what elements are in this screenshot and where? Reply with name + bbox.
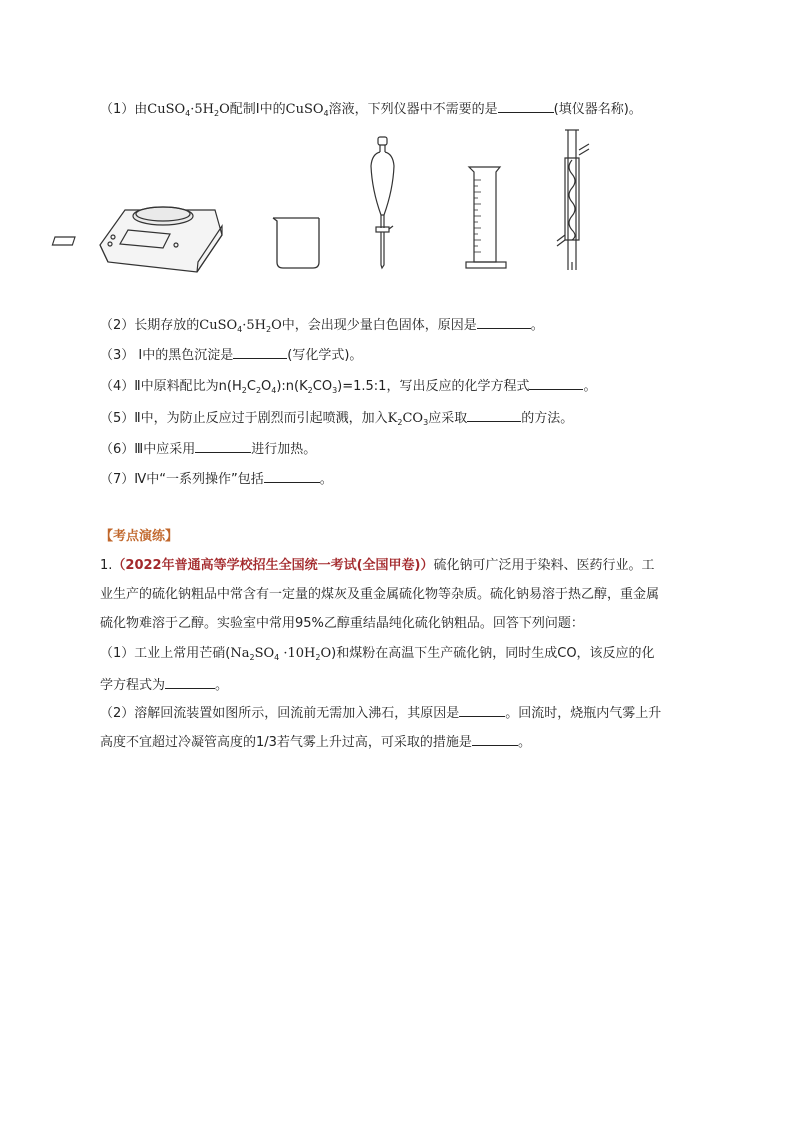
p1-sub: 4 bbox=[274, 653, 280, 662]
q5-formula: K bbox=[387, 411, 398, 426]
answer-blank-p1-1[interactable] bbox=[165, 674, 215, 689]
p1-text: （1）工业上常用芒硝( bbox=[100, 646, 231, 661]
q2-formula: CuSO bbox=[199, 318, 238, 333]
q2-formula-hydrate: ·5H bbox=[242, 318, 267, 333]
q4-sub: 4 bbox=[271, 386, 277, 395]
answer-blank-p1-2b[interactable] bbox=[472, 731, 518, 746]
q3-text: （3） Ⅰ中的黑色沉淀是 bbox=[100, 348, 234, 363]
q5-text: 的方法。 bbox=[521, 411, 574, 426]
graduated-cylinder-icon bbox=[466, 167, 506, 268]
p2-text: 。 bbox=[517, 735, 531, 750]
q6-text: （6）Ⅲ中应采用 bbox=[100, 442, 196, 457]
q1-formula-cuso4-2: CuSO bbox=[285, 102, 324, 117]
q4-text: 。 bbox=[583, 379, 597, 394]
condenser-icon bbox=[557, 130, 589, 270]
p2-text: 高度不宜超过冷凝管高度的1/3若气雾上升过高，可采取的措施是 bbox=[100, 735, 472, 750]
problem-1-part-1-line-2 bbox=[100, 674, 228, 696]
q1-sub: 2 bbox=[214, 109, 220, 118]
q6-text: 进行加热 bbox=[251, 442, 304, 457]
q1-formula-hydrate: ·5H bbox=[190, 102, 215, 117]
p1-formula: ·10H bbox=[279, 646, 316, 661]
q5-text: （5）Ⅱ中，为防止反应过于剧烈而引起喷溅，加入 bbox=[100, 411, 388, 426]
q4-text: )=1.5:1，写出反应的化学方程式 bbox=[337, 379, 530, 394]
separatory-funnel-icon bbox=[371, 137, 394, 268]
problem-1-part-1 bbox=[100, 644, 655, 668]
q2-text: 中，会出现少量白色固体，原因是 bbox=[281, 318, 477, 333]
q4-sub: 2 bbox=[241, 386, 247, 395]
q2-text: 。 bbox=[530, 318, 544, 333]
answer-blank-p1-2a[interactable] bbox=[459, 702, 505, 717]
p1-formula: O bbox=[320, 646, 332, 661]
beaker-icon bbox=[273, 218, 319, 268]
p1-text: 。 bbox=[215, 678, 229, 693]
q4-text: CO bbox=[312, 379, 333, 394]
q4-sub: 2 bbox=[255, 386, 262, 395]
q4-text: ):n(K bbox=[276, 379, 308, 394]
q4-text: O bbox=[261, 379, 272, 394]
q5-sub: 2 bbox=[397, 418, 403, 427]
q4-text: （4）Ⅱ中原料配比为n(H bbox=[100, 379, 242, 394]
q1-text: (填仪器名称)。 bbox=[553, 102, 642, 117]
q7-text: 。 bbox=[319, 472, 333, 487]
q4-text: C bbox=[246, 379, 256, 394]
q1-formula-o: O bbox=[219, 102, 230, 117]
electronic-balance-icon bbox=[52, 207, 222, 272]
answer-blank-q7[interactable] bbox=[264, 468, 320, 483]
p1-sub: 2 bbox=[315, 653, 321, 662]
p1-formula: Na bbox=[230, 646, 250, 661]
q5-sub: 3 bbox=[423, 418, 429, 427]
answer-blank-q4[interactable] bbox=[529, 375, 583, 390]
question-5 bbox=[100, 407, 573, 433]
section-title: 【考点演练】 bbox=[100, 529, 179, 544]
q7-text: （7）Ⅳ中“一系列操作”包括 bbox=[100, 472, 264, 487]
question-7 bbox=[100, 468, 333, 490]
q6-text: 。 bbox=[303, 442, 317, 457]
q4-sub: 2 bbox=[307, 386, 313, 395]
problem-text: 硫化钠可广泛用于染料、医药行业。工 bbox=[433, 558, 655, 573]
p1-text: 学方程式为 bbox=[100, 678, 166, 693]
problem-source: （2022年普通高等学校招生全国统一考试(全国甲卷)） bbox=[112, 558, 434, 573]
answer-blank-q6[interactable] bbox=[195, 438, 251, 453]
p1-text: )和煤粉在高温下生产硫化钠，同时生成CO，该反应的化 bbox=[331, 646, 655, 661]
problem-1-part-2 bbox=[100, 702, 661, 724]
question-4 bbox=[100, 375, 596, 401]
q1-formula-cuso4: CuSO bbox=[147, 102, 186, 117]
apparatus-illustrations bbox=[0, 0, 794, 300]
question-3 bbox=[100, 344, 362, 366]
p1-formula: SO bbox=[254, 646, 275, 661]
q1-sub: 4 bbox=[185, 109, 191, 118]
q1-sub: 4 bbox=[323, 109, 329, 118]
q5-text: 应采取 bbox=[428, 411, 468, 426]
question-2 bbox=[100, 314, 544, 340]
p2-text: 。回流时，烧瓶内气雾上升 bbox=[505, 706, 662, 721]
answer-blank-q5[interactable] bbox=[467, 407, 521, 422]
q2-sub: 4 bbox=[237, 325, 243, 334]
q2-formula-o: O bbox=[271, 318, 282, 333]
problem-1-part-2-line-2 bbox=[100, 731, 531, 753]
q1-text: 配制Ⅰ中的 bbox=[229, 102, 286, 117]
q3-text: (写化学式)。 bbox=[287, 348, 363, 363]
q1-text: 溶液，下列仪器中不需要的是 bbox=[328, 102, 498, 117]
problem-number: 1. bbox=[100, 558, 113, 573]
q2-text: （2）长期存放的 bbox=[100, 318, 200, 333]
answer-blank-q3[interactable] bbox=[233, 344, 287, 359]
q2-sub: 2 bbox=[266, 325, 272, 334]
p2-text: （2）溶解回流装置如图所示，回流前无需加入沸石，其原因是 bbox=[100, 706, 460, 721]
problem-1-line-3: 硫化物难溶于乙醇。实验室中常用95%乙醇重结晶纯化硫化钠粗品。回答下列问题： bbox=[100, 616, 584, 631]
p1-sub: 2 bbox=[249, 653, 255, 662]
q5-formula: CO bbox=[402, 411, 424, 426]
problem-1-line-2: 业生产的硫化钠粗品中常含有一定量的煤灰及重金属硫化物等杂质。硫化钠易溶于热乙醇，重金属 bbox=[100, 587, 660, 602]
q4-sub: 3 bbox=[332, 386, 338, 395]
problem-1-line-1 bbox=[100, 556, 655, 576]
question-6 bbox=[100, 438, 316, 460]
q1-number: （1）由 bbox=[100, 102, 148, 117]
answer-blank-q2[interactable] bbox=[477, 314, 531, 329]
